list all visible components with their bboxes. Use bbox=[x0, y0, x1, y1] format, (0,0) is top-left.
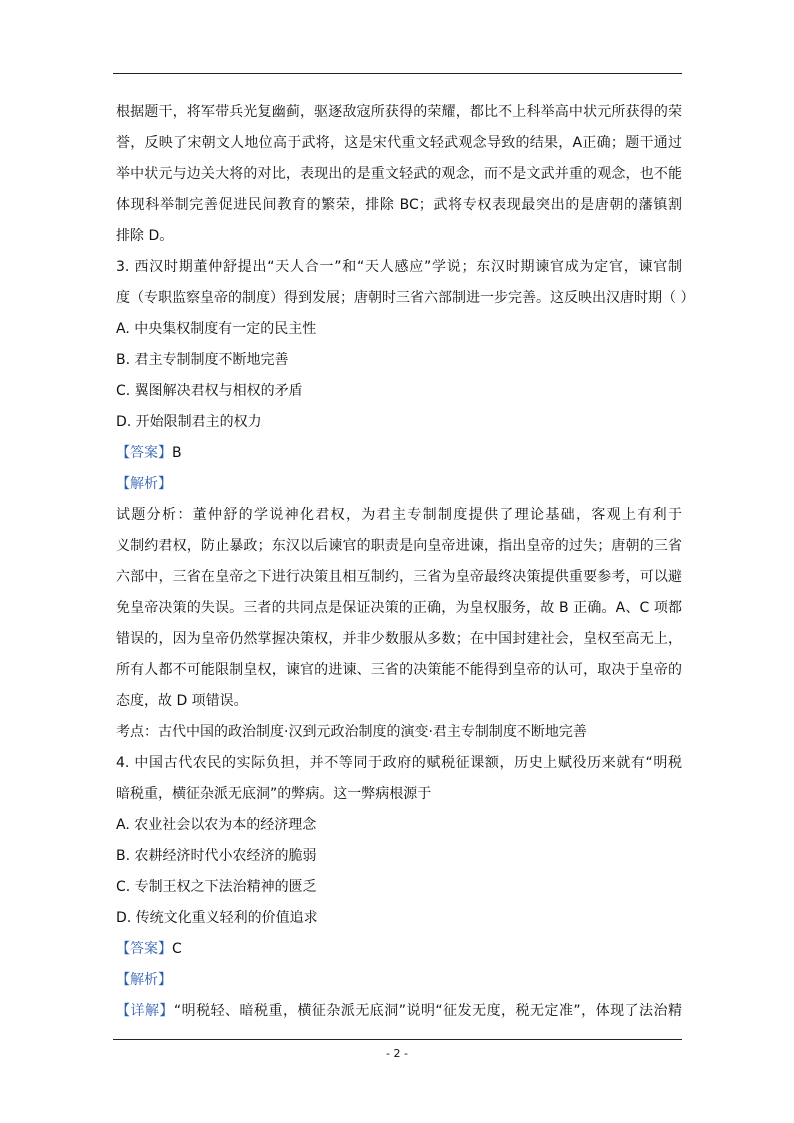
text-line bbox=[116, 717, 682, 748]
line-text: 3. 西汉时期董仲舒提出“天人合一”和“天人感应”学说；东汉时期谏官成为定官，谏官制 bbox=[116, 259, 682, 275]
text-line bbox=[116, 531, 682, 562]
line-text: “明税轻、暗税重，横征杂派无底洞”说明“征发无度，税无定准”，体现了法治精 bbox=[173, 1003, 682, 1019]
line-text: 暗税重，横征杂派无底洞”的弊病。这一弊病根源于 bbox=[116, 786, 432, 802]
section-label: 【解析】 bbox=[116, 972, 172, 988]
text-line bbox=[116, 190, 682, 221]
line-text: A. 中央集权制度有一定的民主性 bbox=[116, 321, 317, 337]
text-line bbox=[116, 562, 682, 593]
section-label: 【答案】 bbox=[116, 941, 172, 957]
text-line bbox=[116, 779, 682, 810]
line-text: 体现科举制完善促进民间教育的繁荣，排除 BC；武将专权表现最突出的是唐朝的藩镇割 bbox=[116, 197, 682, 213]
line-text: 根据题干，将军带兵光复幽蓟，驱逐敌寇所获得的荣耀，都比不上科举高中状元所获得的荣 bbox=[116, 104, 682, 120]
line-text: D. 传统文化重义轻利的价值追求 bbox=[116, 910, 318, 926]
text-line bbox=[116, 686, 682, 717]
text-line bbox=[116, 500, 682, 531]
text-line bbox=[116, 593, 682, 624]
text-line bbox=[116, 128, 682, 159]
text-line bbox=[116, 159, 682, 190]
line-text: B bbox=[172, 445, 182, 461]
text-line bbox=[116, 655, 682, 686]
line-text: D. 开始限制君主的权力 bbox=[116, 414, 262, 430]
text-line bbox=[116, 965, 682, 996]
line-text: 排除 D。 bbox=[116, 228, 174, 244]
line-text: 度（专职监察皇帝的制度）得到发展；唐朝时三省六部制进一步完善。这反映出汉唐时期（ ） bbox=[116, 290, 695, 306]
line-text: A. 农业社会以农为本的经济理念 bbox=[116, 817, 317, 833]
text-line bbox=[116, 624, 682, 655]
text-line bbox=[116, 469, 682, 500]
text-line bbox=[116, 314, 682, 345]
line-text: 举中状元与边关大将的对比，表现出的是重文轻武的观念，而不是文武并重的观念，也不能 bbox=[116, 166, 682, 182]
line-text: C bbox=[172, 941, 182, 957]
text-line bbox=[116, 407, 682, 438]
text-line bbox=[116, 996, 682, 1027]
line-text: 态度，故 D 项错误。 bbox=[116, 693, 248, 709]
text-line bbox=[116, 252, 682, 283]
text-line bbox=[116, 221, 682, 252]
line-text: 4. 中国古代农民的实际负担，并不等同于政府的赋税征课额，历史上赋役历来就有“明税 bbox=[116, 755, 682, 771]
text-line bbox=[116, 376, 682, 407]
section-label: 【详解】 bbox=[116, 1003, 174, 1019]
text-line bbox=[116, 345, 682, 376]
line-text: 错误的，因为皇帝仍然掌握决策权，并非少数服从多数；在中国封建社会，皇权至高无上， bbox=[116, 631, 682, 647]
text-line bbox=[116, 903, 682, 934]
line-text: 义制约君权，防止暴政；东汉以后谏官的职责是向皇帝进谏，指出皇帝的过失；唐朝的三省 bbox=[116, 538, 682, 554]
text-line bbox=[116, 872, 682, 903]
text-line bbox=[116, 748, 682, 779]
section-label: 【解析】 bbox=[116, 476, 172, 492]
line-text: B. 君主专制制度不断地完善 bbox=[116, 352, 289, 368]
line-text: C. 专制王权之下法治精神的匮乏 bbox=[116, 879, 317, 895]
page-number: - 2 - bbox=[386, 1047, 408, 1060]
text-line bbox=[116, 810, 682, 841]
line-text: B. 农耕经济时代小农经济的脆弱 bbox=[116, 848, 317, 864]
line-text: 试题分析：董仲舒的学说神化君权，为君主专制制度提供了理论基础，客观上有利于 bbox=[116, 507, 682, 523]
line-text: 六部中，三省在皇帝之下进行决策且相互制约，三省为皇帝最终决策提供重要参考，可以避 bbox=[116, 569, 682, 585]
header-rule bbox=[113, 73, 682, 74]
text-line bbox=[116, 841, 682, 872]
text-line bbox=[116, 438, 682, 469]
document-body bbox=[116, 97, 695, 1027]
line-text: 所有人都不可能限制皇权，谏官的进谏、三省的决策能不能得到皇帝的认可，取决于皇帝的 bbox=[116, 662, 682, 678]
text-line bbox=[116, 934, 682, 965]
line-text: 誉，反映了宋朝文人地位高于武将，这是宋代重文轻武观念导致的结果，A正确；题干通过 bbox=[116, 135, 682, 151]
section-label: 【答案】 bbox=[116, 445, 172, 461]
text-line bbox=[116, 97, 682, 128]
line-text: 考点：古代中国的政治制度·汉到元政治制度的演变·君主专制制度不断地完善 bbox=[116, 724, 587, 740]
footer-rule bbox=[113, 1039, 682, 1040]
line-text: 免皇帝决策的失误。三者的共同点是保证决策的正确，为皇权服务，故 B 正确。A、C 项都 bbox=[116, 600, 682, 616]
text-line bbox=[116, 283, 695, 314]
line-text: C. 翼图解决君权与相权的矛盾 bbox=[116, 383, 303, 399]
